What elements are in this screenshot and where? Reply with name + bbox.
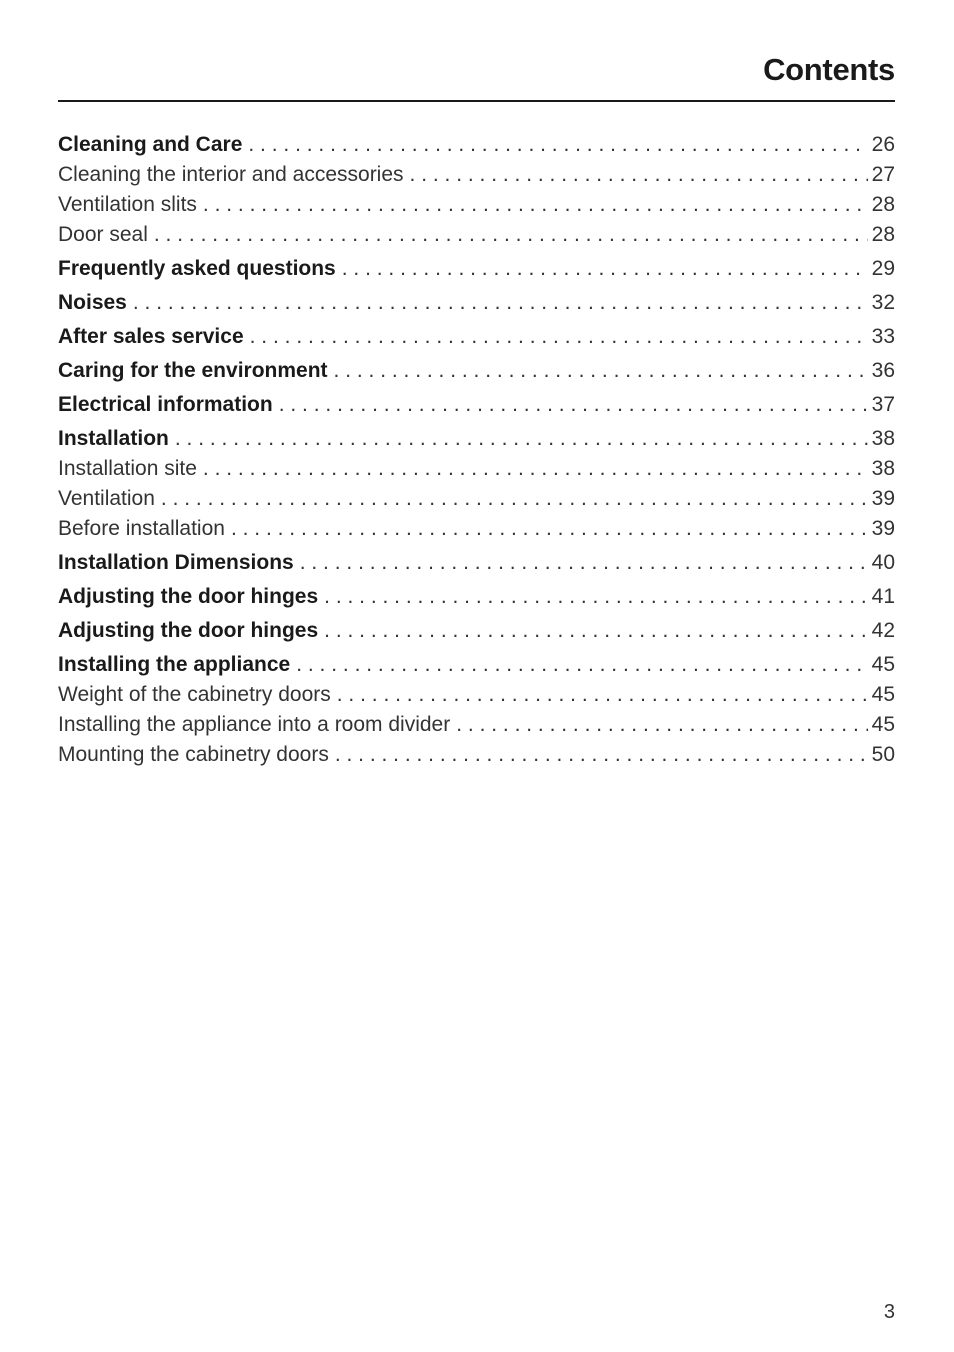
toc-dot-leader (279, 390, 868, 420)
toc-entry-title: Electrical information (58, 393, 273, 416)
toc-heading-entry[interactable] (58, 390, 895, 420)
toc-entry-page: 39 (871, 517, 895, 540)
toc-entry-title: Cleaning and Care (58, 133, 243, 156)
toc-entry-page: 28 (871, 193, 895, 216)
toc-sub-entry[interactable] (58, 484, 895, 514)
toc-entry-title: Adjusting the door hinges (58, 585, 319, 608)
toc-entry-page: 40 (871, 551, 895, 574)
toc-entry-page: 36 (871, 359, 895, 382)
page-title: Contents (763, 52, 895, 87)
toc-entry-title: Installing the appliance (58, 653, 291, 676)
toc-dot-leader (248, 130, 867, 160)
toc-dot-leader (342, 254, 868, 284)
toc-entry-page: 29 (871, 257, 895, 280)
toc-entry-page: 41 (871, 585, 895, 608)
toc-dot-leader (175, 424, 868, 454)
toc-entry-title: Installing the appliance into a room divider (58, 713, 451, 736)
toc-dot-leader (334, 356, 868, 386)
toc-entry-page: 27 (871, 163, 895, 186)
toc-dot-leader (324, 616, 867, 646)
toc-heading-entry[interactable] (58, 130, 895, 160)
toc-entry-page: 38 (871, 457, 895, 480)
toc-entry-title: Cleaning the interior and accessories (58, 163, 404, 186)
toc-heading-entry[interactable] (58, 322, 895, 352)
toc-heading-entry[interactable] (58, 288, 895, 318)
toc-dot-leader (337, 680, 868, 710)
toc-dot-leader (231, 514, 868, 544)
toc-entry-title: After sales service (58, 325, 244, 348)
toc-entry-title: Ventilation slits (58, 193, 197, 216)
toc-entry-page: 50 (871, 743, 895, 766)
page-number: 3 (883, 1301, 895, 1323)
toc-entry-page: 39 (871, 487, 895, 510)
toc-entry-title: Installation (58, 427, 169, 450)
toc-dot-leader (300, 548, 868, 578)
toc-dot-leader (456, 710, 867, 740)
toc-heading-entry[interactable] (58, 254, 895, 284)
toc-sub-entry[interactable] (58, 190, 895, 220)
toc-sub-entry[interactable] (58, 220, 895, 250)
toc-entry-page: 37 (871, 393, 895, 416)
toc-dot-leader (250, 322, 868, 352)
toc-dot-leader (335, 740, 868, 770)
toc-sub-entry[interactable] (58, 680, 895, 710)
toc-heading-entry[interactable] (58, 650, 895, 680)
toc-heading-entry[interactable] (58, 356, 895, 386)
toc-entry-title: Frequently asked questions (58, 257, 336, 280)
toc-entry-page: 38 (871, 427, 895, 450)
toc-heading-entry[interactable] (58, 616, 895, 646)
toc-entry-page: 45 (871, 713, 895, 736)
toc-heading-entry[interactable] (58, 548, 895, 578)
toc-entry-title: Before installation (58, 517, 225, 540)
toc-dot-leader (296, 650, 867, 680)
toc-heading-entry[interactable] (58, 424, 895, 454)
toc-entry-page: 33 (871, 325, 895, 348)
toc-sub-entry[interactable] (58, 454, 895, 484)
toc-entry-page: 45 (871, 683, 895, 706)
toc-dot-leader (154, 220, 868, 250)
toc-sub-entry[interactable] (58, 710, 895, 740)
toc-entry-title: Caring for the environment (58, 359, 328, 382)
toc-entry-title: Weight of the cabinetry doors (58, 683, 331, 706)
toc-dot-leader (203, 190, 868, 220)
toc-entry-title: Noises (58, 291, 127, 314)
toc-entry-title: Adjusting the door hinges (58, 619, 319, 642)
title-divider (58, 100, 895, 102)
toc-entry-title: Ventilation (58, 487, 155, 510)
toc-dot-leader (324, 582, 867, 612)
toc-dot-leader (203, 454, 868, 484)
toc-sub-entry[interactable] (58, 740, 895, 770)
table-of-contents (58, 130, 895, 770)
toc-entry-title: Installation site (58, 457, 197, 480)
toc-entry-title: Mounting the cabinetry doors (58, 743, 329, 766)
toc-entry-page: 28 (871, 223, 895, 246)
toc-dot-leader (410, 160, 868, 190)
toc-sub-entry[interactable] (58, 160, 895, 190)
toc-heading-entry[interactable] (58, 582, 895, 612)
toc-entry-page: 26 (871, 133, 895, 156)
toc-entry-title: Installation Dimensions (58, 551, 294, 574)
toc-dot-leader (133, 288, 868, 318)
toc-entry-page: 42 (871, 619, 895, 642)
toc-entry-page: 32 (871, 291, 895, 314)
toc-sub-entry[interactable] (58, 514, 895, 544)
toc-entry-page: 45 (871, 653, 895, 676)
toc-dot-leader (161, 484, 868, 514)
toc-entry-title: Door seal (58, 223, 148, 246)
